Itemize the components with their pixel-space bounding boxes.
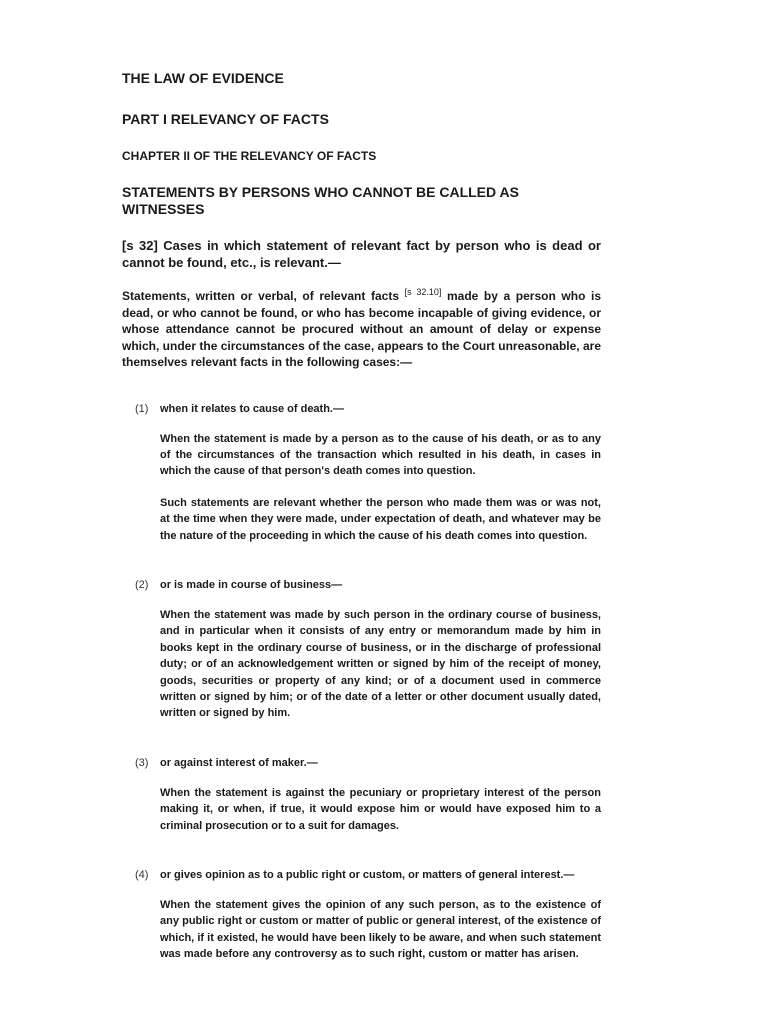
item-paragraph: When the statement is made by a person as to the cause of his death, or as to any of the circumstances of the transaction which resulted in his death, in cases in which the cause of that person's death comes into question. bbox=[160, 432, 601, 478]
chapter-heading: CHAPTER II OF THE RELEVANCY OF FACTS bbox=[122, 149, 377, 163]
list-item-2 bbox=[122, 577, 601, 722]
list-item-4 bbox=[122, 867, 601, 963]
list-item-1 bbox=[122, 401, 601, 544]
item-paragraph: When the statement gives the opinion of any such person, as to the existence of any public right or custom or matter of public or general interest, of the existence of which, if it existed, he would have been likely to be aware, and when such statement was made before any controversy as to such right, custom or matter has arisen. bbox=[160, 899, 601, 961]
item-number: (3) bbox=[135, 756, 149, 769]
topic-heading: STATEMENTS BY PERSONS WHO CANNOT BE CALLED AS WITNESSES bbox=[122, 184, 519, 217]
intro-text-before: Statements, written or verbal, of relevant facts bbox=[122, 289, 405, 303]
item-heading: or is made in course of business— bbox=[160, 578, 343, 591]
section-reference: [s 32.10] bbox=[404, 287, 442, 297]
item-number: (1) bbox=[135, 402, 149, 415]
section-heading: [s 32] Cases in which statement of relevant fact by person who is dead or cannot be found, etc., is relevant.— bbox=[122, 238, 601, 270]
part-heading: PART I RELEVANCY OF FACTS bbox=[122, 111, 329, 127]
item-heading: or against interest of maker.— bbox=[160, 756, 318, 769]
item-paragraph: When the statement was made by such person in the ordinary course of business, and in particular when it consists of any entry or memorandum made by him in books kept in the ordinary course of business, or in the discharge of professional duty; or of an acknowledgement written or signed by him of the receipt of money, goods, securities or property of any kind; or of a document used in commerce written or signed by him; or of the date of a letter or other document usually dated, written or signed by him. bbox=[160, 608, 601, 720]
item-paragraph: When the statement is against the pecuniary or proprietary interest of the person making it, or when, if true, it would expose him or would have exposed him to a criminal prosecution or to a suit for damages. bbox=[160, 786, 601, 832]
item-heading: when it relates to cause of death.— bbox=[160, 402, 344, 415]
intro-paragraph bbox=[122, 288, 601, 371]
list-item-3 bbox=[122, 755, 601, 834]
item-number: (2) bbox=[135, 578, 149, 591]
document-title: THE LAW OF EVIDENCE bbox=[122, 70, 284, 86]
intro-text-after: made by a person who is dead, or who cannot be found, or who has become incapable of giving evidence, or whose attendance cannot be procured without an amount of delay or expense which, under the circumstances of the case, appears to the Court unreasonable, are themselves relevant facts in the following cases:— bbox=[122, 289, 602, 369]
item-number: (4) bbox=[135, 869, 149, 881]
item-paragraph: Such statements are relevant whether the person who made them was or was not, at the time when they were made, under expectation of death, and whatever may be the nature of the proceeding in which the cause of his death comes into question. bbox=[160, 496, 601, 542]
item-heading: or gives opinion as to a public right or custom, or matters of general interest.— bbox=[160, 869, 575, 881]
